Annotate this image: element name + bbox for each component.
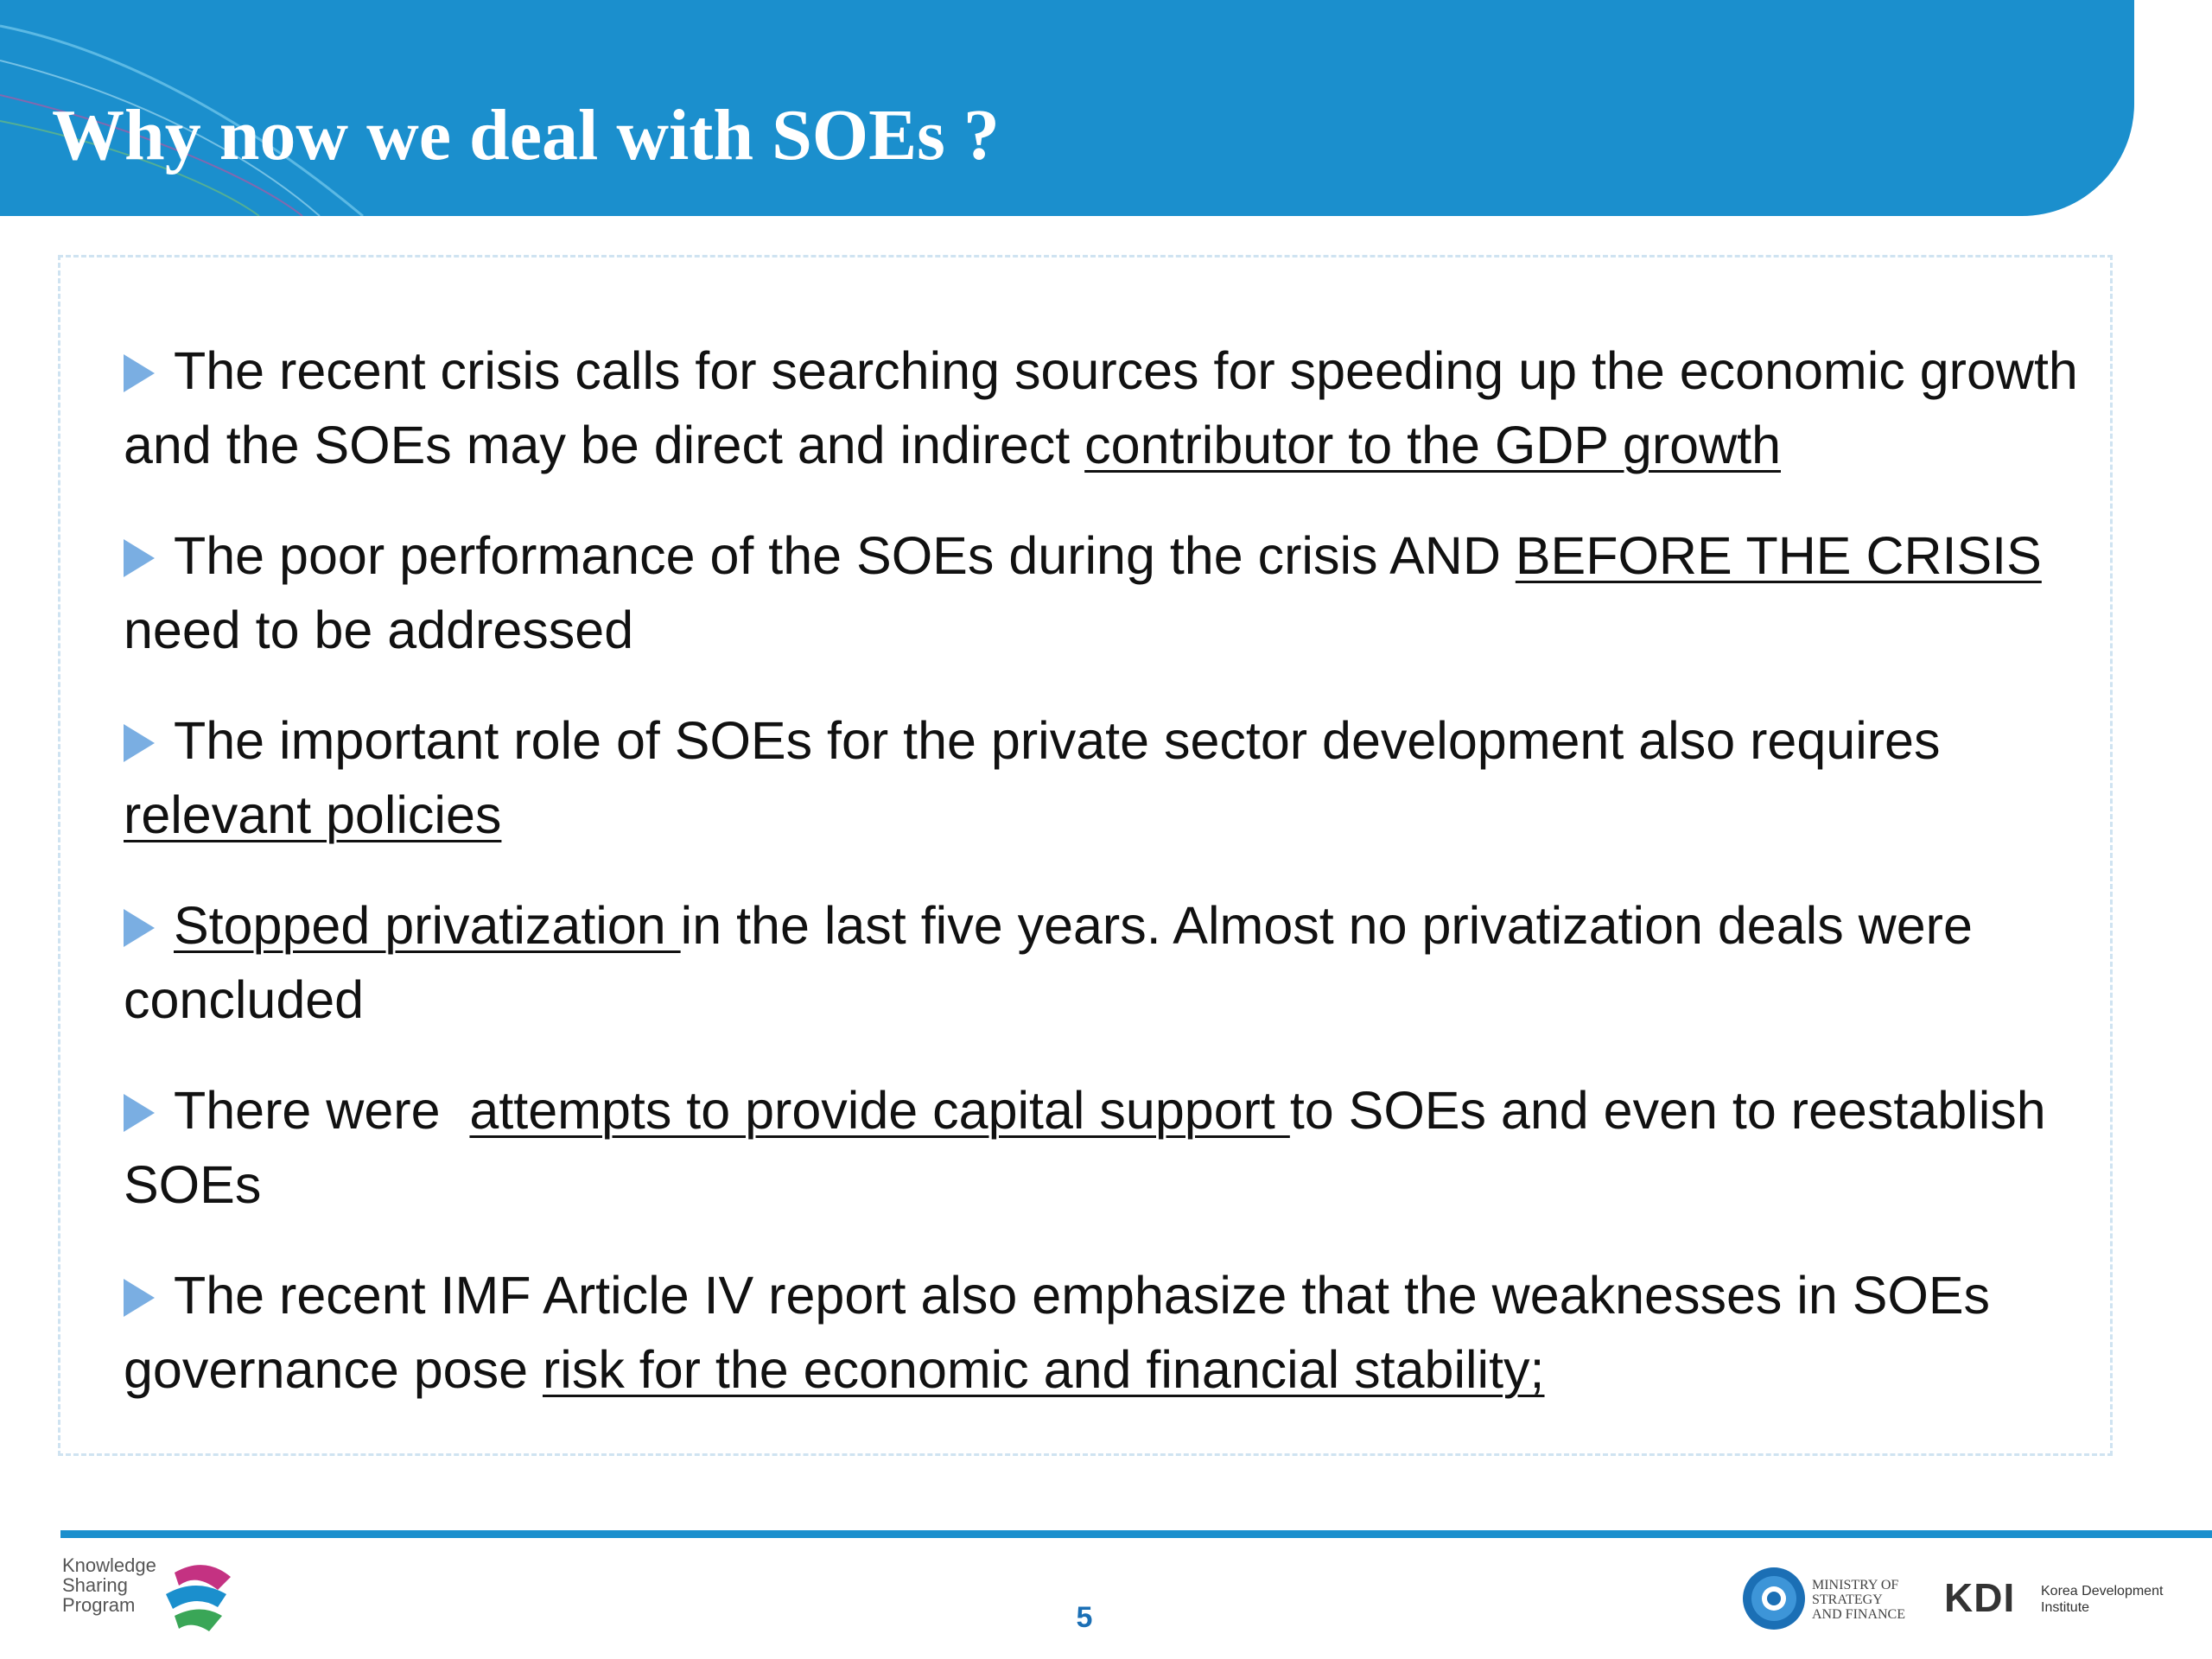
bullet-item: [124, 1073, 2111, 1222]
triangle-bullet-icon: [124, 539, 155, 577]
bullet-emphasis: relevant policies: [124, 785, 502, 844]
ksp-logo-text: [62, 1555, 156, 1615]
bullet-text: The recent IMF Article IV report also emphasize that the weaknesses in SOEs governance pose: [124, 1266, 1991, 1399]
kdi-line: Institute: [2041, 1600, 2090, 1615]
bullet-item: [124, 888, 2111, 1037]
bullet-text: to SOEs and even to reestablish SOEs: [124, 1081, 2046, 1214]
bullet-text: The recent crisis calls for searching sources for speeding up the economic growth and the SOEs may be direct and indirect: [124, 341, 2078, 474]
page-number: 5: [1076, 1601, 1093, 1634]
ksp-line: Program: [62, 1594, 136, 1616]
bullet-text: The poor performance of the SOEs during the crisis AND: [174, 526, 1516, 585]
ksp-line: Knowledge: [62, 1554, 156, 1576]
kdi-logo: KDI: [1944, 1575, 2016, 1620]
footer-divider: [60, 1530, 2212, 1538]
kdi-name: [2041, 1583, 2163, 1616]
ksp-logo: [62, 1555, 252, 1642]
bullet-emphasis: BEFORE THE CRISIS: [1515, 526, 2042, 585]
bullet-emphasis: contributor to the GDP growth: [1084, 416, 1781, 474]
bullet-text: need to be addressed: [124, 601, 634, 659]
ministry-logo: [1741, 1566, 1905, 1635]
triangle-bullet-icon: [124, 724, 155, 762]
triangle-bullet-icon: [124, 909, 155, 947]
bullet-text: There were: [174, 1081, 470, 1140]
bullet-emphasis: attempts to provide capital support: [469, 1081, 1290, 1140]
bullet-item: [124, 1258, 2111, 1407]
bullet-text: The important role of SOEs for the private sector development also requires: [174, 711, 1941, 770]
ministry-line: MINISTRY OF: [1812, 1578, 1899, 1592]
ministry-name: [1812, 1578, 1905, 1622]
bullet-emphasis: Stopped privatization: [174, 896, 681, 955]
bullet-emphasis: risk for the economic and financial stability;: [542, 1340, 1545, 1399]
kdi-line: Korea Development: [2041, 1584, 2164, 1599]
bullet-text: in the last five years. Almost no privatization deals were concluded: [124, 896, 1973, 1029]
ksp-line: Sharing: [62, 1574, 128, 1596]
ksp-emblem-icon: [157, 1555, 244, 1637]
bullet-item: [124, 334, 2111, 482]
bullet-item: [124, 703, 2111, 852]
triangle-bullet-icon: [124, 1094, 155, 1132]
triangle-bullet-icon: [124, 354, 155, 392]
title-banner: [0, 0, 2134, 216]
ministry-line: AND FINANCE: [1812, 1607, 1905, 1622]
page-title: Why now we deal with SOEs ?: [52, 95, 1000, 175]
ministry-emblem-icon: [1741, 1566, 1807, 1631]
ministry-line: STRATEGY: [1812, 1592, 1883, 1607]
triangle-bullet-icon: [124, 1279, 155, 1317]
bullet-item: [124, 518, 2111, 667]
